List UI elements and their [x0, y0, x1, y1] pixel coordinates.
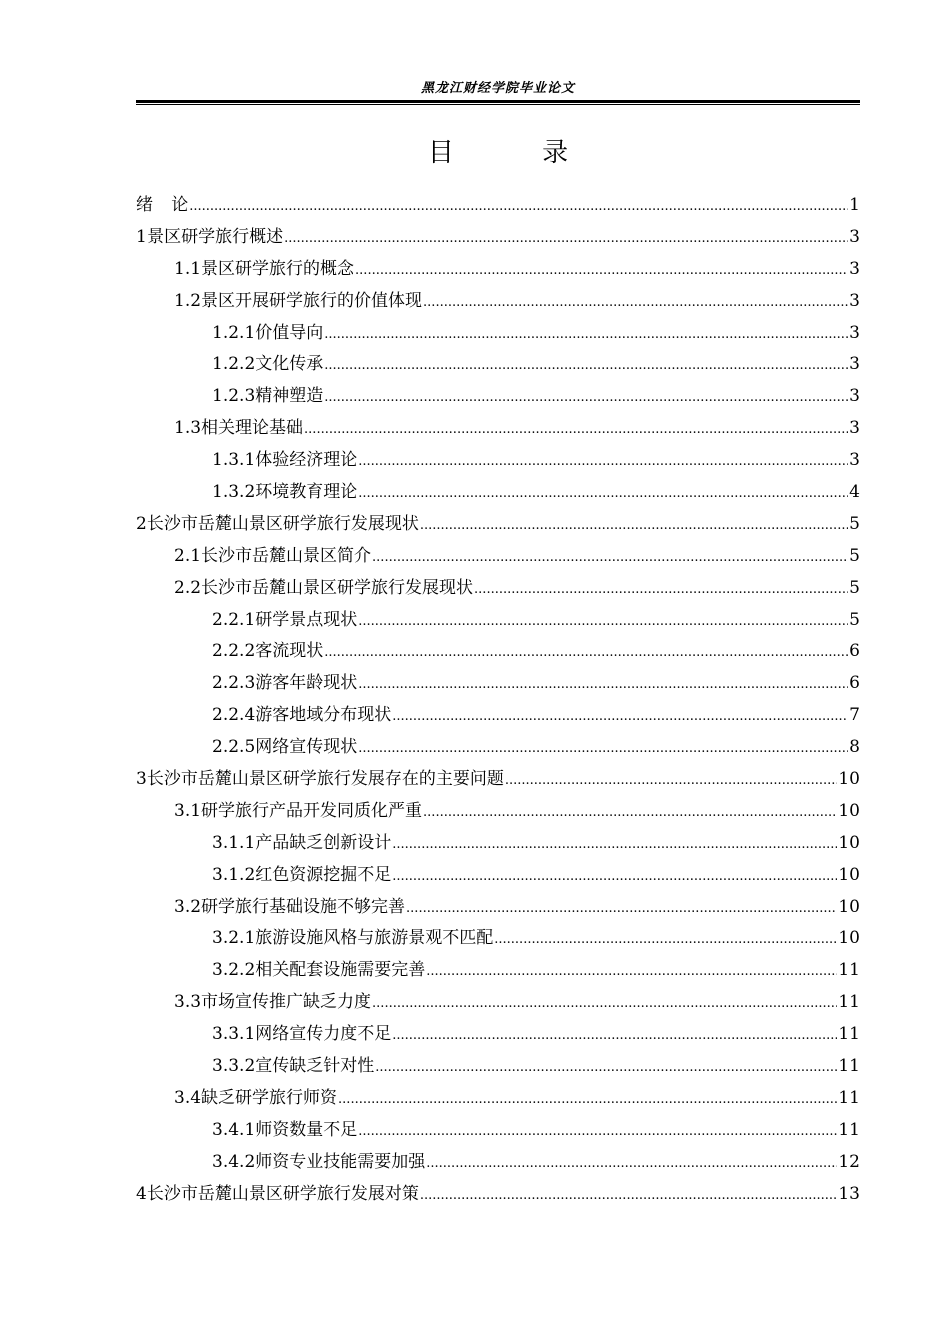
toc-entry[interactable]: [136, 1019, 860, 1051]
toc-entry-number: 1.3: [174, 418, 202, 439]
toc-entry-number: 2.2.3: [212, 673, 256, 694]
toc-entry[interactable]: [136, 318, 860, 350]
toc-entry-number: 3.4.1: [212, 1119, 256, 1140]
toc-dot-leader: [284, 223, 848, 255]
toc-dot-leader: [189, 191, 848, 223]
toc-entry-number: 4: [136, 1183, 147, 1204]
toc-dot-leader: [338, 1084, 837, 1116]
toc-entry-number: 3.2.1: [212, 928, 256, 949]
toc-entry-number: 3.3: [174, 992, 202, 1013]
toc-entry-number: 3.2: [174, 896, 202, 917]
toc-entry-page-number: 3: [849, 354, 860, 375]
toc-entry[interactable]: [136, 477, 860, 509]
toc-entry-number: 1.3.1: [212, 450, 256, 471]
toc-entry-page-number: 11: [838, 960, 860, 981]
toc-entry-page-number: 3: [849, 258, 860, 279]
toc-entry[interactable]: [136, 636, 860, 668]
toc-dot-leader: [324, 382, 848, 414]
toc-entry-label: 网络宣传现状: [255, 737, 358, 758]
toc-entry-label: 客流现状: [255, 641, 324, 662]
toc-entry-label: 旅游设施风格与旅游景观不匹配: [255, 928, 494, 949]
toc-entry-label: 研学旅行基础设施不够完善: [201, 896, 406, 917]
toc-entry-number: 3.1.2: [212, 864, 256, 885]
toc-entry-page-number: 1: [849, 195, 860, 215]
toc-entry-label: 长沙市岳麓山景区研学旅行发展对策: [146, 1183, 419, 1204]
toc-entry-number: 3: [136, 769, 147, 790]
toc-entry-label: 游客年龄现状: [255, 673, 358, 694]
toc-entry[interactable]: [136, 955, 860, 987]
toc-entry[interactable]: [136, 700, 860, 732]
toc-dot-leader: [358, 669, 848, 701]
toc-entry-page-number: 3: [849, 322, 860, 343]
header-rule-thick: [136, 100, 860, 103]
toc-dot-leader: [304, 414, 848, 446]
toc-entry-label: 环境教育理论: [255, 482, 358, 503]
toc-entry-label: 景区开展研学旅行的价值体现: [201, 290, 423, 311]
toc-entry[interactable]: [136, 732, 860, 764]
toc-entry[interactable]: [136, 190, 860, 222]
toc-entry-page-number: 5: [849, 545, 860, 566]
toc-entry-page-number: 7: [849, 705, 860, 726]
toc-entry-number: 2.2: [174, 577, 202, 598]
toc-entry[interactable]: [136, 796, 860, 828]
toc-dot-leader: [324, 350, 848, 382]
toc-dot-leader: [375, 1052, 837, 1084]
toc-entry[interactable]: [136, 222, 860, 254]
toc-title: 目 录: [427, 138, 609, 168]
toc-entry-label: 长沙市岳麓山景区研学旅行发展存在的主要问题: [146, 769, 504, 790]
toc-entry-page-number: 10: [838, 800, 860, 821]
toc-entry-label: 缺乏研学旅行师资: [201, 1087, 338, 1108]
toc-dot-leader: [420, 510, 848, 542]
toc-entry[interactable]: [136, 381, 860, 413]
toc-dot-leader: [355, 255, 848, 287]
toc-entry-page-number: 6: [849, 673, 860, 694]
toc-entry-page-number: 3: [849, 226, 860, 247]
toc-entry[interactable]: [136, 1179, 860, 1211]
toc-entry-page-number: 11: [838, 1024, 860, 1045]
toc-dot-leader: [426, 956, 837, 988]
toc-entry[interactable]: [136, 1083, 860, 1115]
toc-dot-leader: [324, 637, 848, 669]
toc-entry-page-number: 10: [838, 864, 860, 885]
toc-entry[interactable]: [136, 1051, 860, 1083]
toc-entry-label: 价值导向: [255, 322, 324, 343]
toc-entry[interactable]: [136, 349, 860, 381]
toc-entry-page-number: 10: [838, 896, 860, 917]
toc-entry-page-number: 11: [838, 1087, 860, 1108]
toc-entry-label: 网络宣传力度不足: [255, 1024, 392, 1045]
running-header: 黑龙江财经学院毕业论文: [420, 81, 575, 96]
toc-entry-number: 1.2.1: [212, 322, 256, 343]
toc-entry[interactable]: [136, 1147, 860, 1179]
toc-entry[interactable]: [136, 668, 860, 700]
toc-entry-page-number: 3: [849, 386, 860, 407]
toc-entry-page-number: 11: [838, 992, 860, 1013]
toc-entry-number: 3.1: [174, 800, 202, 821]
toc-entry-number: 1.2.2: [212, 354, 256, 375]
toc-entry-number: 1.2: [174, 290, 202, 311]
toc-entry[interactable]: [136, 764, 860, 796]
toc-entry-label: 红色资源挖掘不足: [255, 864, 392, 885]
toc-entry-label: 师资专业技能需要加强: [255, 1151, 426, 1172]
toc-entry[interactable]: [136, 573, 860, 605]
toc-dot-leader: [494, 924, 837, 956]
toc-entry-page-number: 4: [849, 482, 860, 503]
toc-dot-leader: [474, 574, 848, 606]
toc-entry[interactable]: [136, 987, 860, 1019]
toc-entry-number: 3.4: [174, 1087, 202, 1108]
toc-entry-number: 3.4.2: [212, 1151, 256, 1172]
toc-entry-page-number: 3: [849, 450, 860, 471]
toc-entry-number: 1: [136, 226, 147, 247]
toc-dot-leader: [392, 829, 837, 861]
toc-dot-leader: [406, 893, 837, 925]
toc-entry-number: 3.3.2: [212, 1056, 256, 1077]
toc-dot-leader: [392, 861, 837, 893]
header-rule-thin: [136, 104, 860, 105]
toc-entry-number: 2.2.5: [212, 737, 256, 758]
toc-entry-page-number: 5: [849, 609, 860, 630]
toc-entry-number: 3.3.1: [212, 1024, 256, 1045]
toc-entry-page-number: 10: [838, 832, 860, 853]
toc-entry-number: 1.1: [174, 258, 202, 279]
toc-entry-label: 相关理论基础: [201, 418, 304, 439]
toc-entry-number: 绪: [136, 195, 153, 215]
toc-entry-number: 2.2.1: [212, 609, 256, 630]
toc-entry-label: 精神塑造: [255, 386, 324, 407]
toc-entry[interactable]: [136, 828, 860, 860]
toc-dot-leader: [358, 606, 848, 638]
toc-entry-page-number: 5: [849, 513, 860, 534]
table-of-contents: [136, 190, 860, 1211]
toc-entry-page-number: 10: [838, 928, 860, 949]
toc-dot-leader: [372, 988, 837, 1020]
toc-entry[interactable]: [136, 509, 860, 541]
toc-entry-label: 长沙市岳麓山景区研学旅行发展现状: [201, 577, 474, 598]
toc-entry-label: 论: [171, 195, 189, 215]
toc-entry-page-number: 12: [838, 1151, 860, 1172]
toc-entry-label: 长沙市岳麓山景区简介: [201, 545, 372, 566]
toc-entry-number: 1.2.3: [212, 386, 256, 407]
toc-dot-leader: [358, 733, 848, 765]
toc-entry-number: 1.3.2: [212, 482, 256, 503]
toc-entry-label: 体验经济理论: [255, 450, 358, 471]
toc-dot-leader: [423, 797, 837, 829]
toc-entry-label: 产品缺乏创新设计: [255, 832, 392, 853]
toc-entry[interactable]: [136, 254, 860, 286]
toc-entry-page-number: 8: [849, 737, 860, 758]
toc-entry-label: 长沙市岳麓山景区研学旅行发展现状: [146, 513, 419, 534]
toc-dot-leader: [358, 446, 848, 478]
toc-entry[interactable]: [136, 605, 860, 637]
toc-entry-number: 2.2.2: [212, 641, 256, 662]
toc-entry-page-number: 3: [849, 290, 860, 311]
toc-entry-label: 景区研学旅行概述: [147, 226, 284, 247]
toc-entry-label: 游客地域分布现状: [255, 705, 392, 726]
toc-entry-label: 景区研学旅行的概念: [201, 258, 355, 279]
toc-entry[interactable]: [136, 445, 860, 477]
toc-entry-page-number: 3: [849, 418, 860, 439]
toc-entry-page-number: 11: [838, 1119, 860, 1140]
toc-entry-number: 2.1: [174, 545, 202, 566]
toc-entry-page-number: 5: [849, 577, 860, 598]
toc-dot-leader: [372, 542, 848, 574]
toc-entry[interactable]: [136, 541, 860, 573]
toc-entry[interactable]: [136, 1115, 860, 1147]
toc-entry-label: 研学景点现状: [255, 609, 358, 630]
toc-entry-label: 宣传缺乏针对性: [255, 1056, 375, 1077]
toc-entry[interactable]: [136, 860, 860, 892]
toc-entry-page-number: 13: [838, 1183, 860, 1204]
toc-entry[interactable]: [136, 286, 860, 318]
toc-entry[interactable]: [136, 892, 860, 924]
toc-entry-number: 2.2.4: [212, 705, 256, 726]
toc-entry-label: 研学旅行产品开发同质化严重: [201, 800, 423, 821]
toc-entry[interactable]: [136, 923, 860, 955]
toc-entry-number: 3.2.2: [212, 960, 256, 981]
toc-dot-leader: [358, 1116, 837, 1148]
toc-entry-number: 2: [136, 513, 147, 534]
toc-dot-leader: [324, 319, 848, 351]
toc-entry-page-number: 10: [838, 769, 860, 790]
toc-dot-leader: [392, 701, 848, 733]
toc-dot-leader: [392, 1020, 837, 1052]
toc-dot-leader: [358, 478, 848, 510]
toc-entry-number: 3.1.1: [212, 832, 256, 853]
toc-entry-label: 师资数量不足: [255, 1119, 358, 1140]
toc-entry-page-number: 6: [849, 641, 860, 662]
toc-entry-label: 文化传承: [255, 354, 324, 375]
toc-entry-label: 市场宣传推广缺乏力度: [201, 992, 372, 1013]
toc-dot-leader: [426, 1148, 837, 1180]
toc-entry-page-number: 11: [838, 1056, 860, 1077]
toc-entry-label: 相关配套设施需要完善: [255, 960, 426, 981]
toc-dot-leader: [420, 1180, 838, 1212]
toc-entry[interactable]: [136, 413, 860, 445]
toc-dot-leader: [423, 287, 848, 319]
toc-dot-leader: [505, 765, 838, 797]
